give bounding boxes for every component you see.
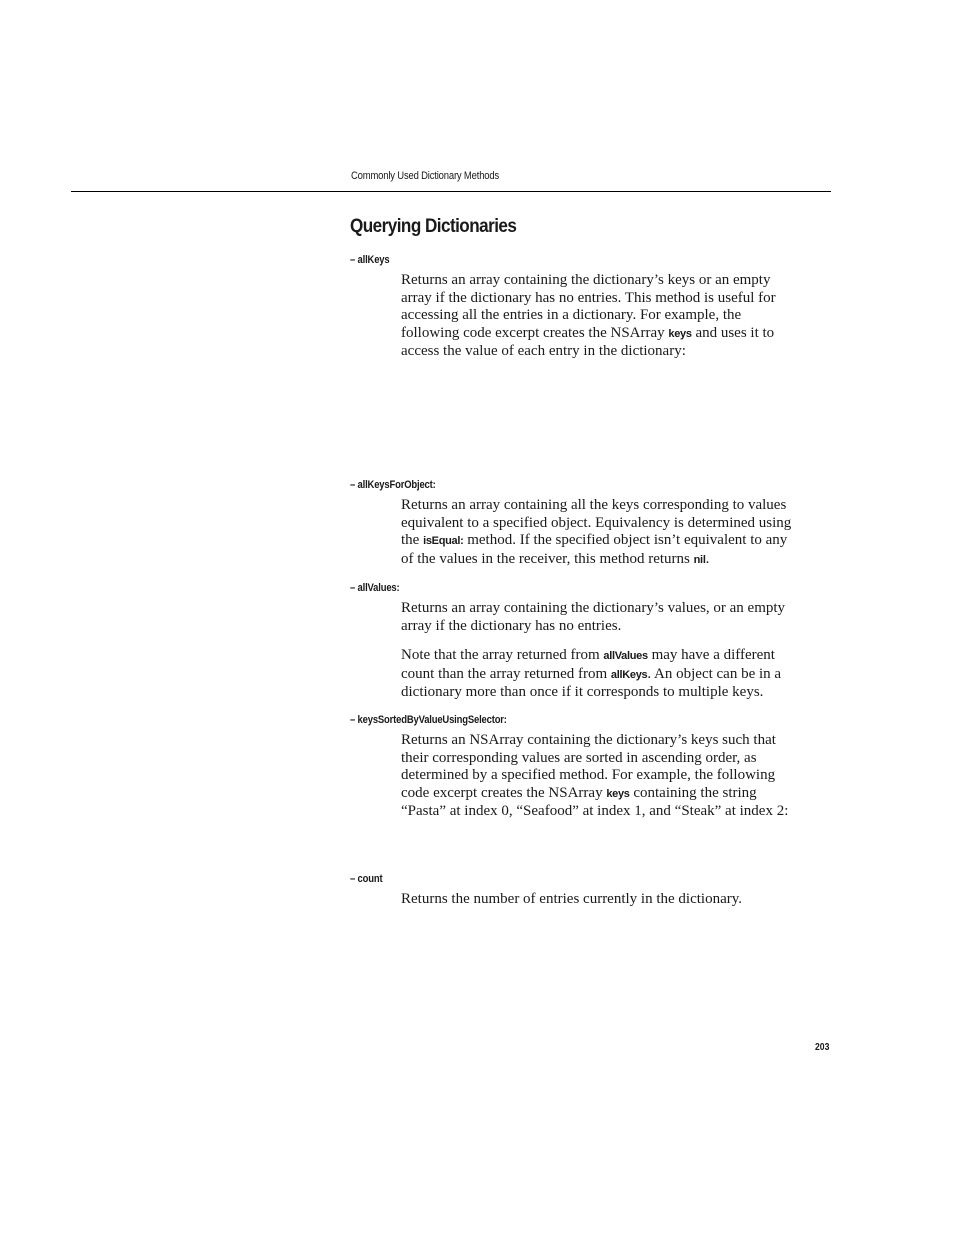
text-run: Returns an array containing all the keys corresponding to values equivalent to a specified object. Equivalency is determined using the	[401, 497, 792, 549]
code-term: keys	[668, 327, 692, 340]
running-header: Commonly Used Dictionary Methods	[351, 170, 500, 182]
text-run: . An object can be in a dictionary more than once if it corresponds to multiple keys.	[401, 665, 782, 701]
text-run: Returns an array containing the dictionary’s values, or an empty array if the dictionary has no entries.	[401, 600, 786, 634]
count-description	[401, 891, 803, 909]
text-run: containing the string “Pasta” at index 0, “Seafood” at index 1, and “Steak” at index 2:	[401, 784, 789, 820]
text-run: Returns an array containing the dictionary’s keys or an empty array if the dictionary has no entries. This method is useful for accessing all the entries in a dictionary. For example, the following code excerpt creates the NSArray	[401, 272, 776, 341]
keyssorted-description	[401, 732, 803, 821]
text-run: Returns the number of entries currently in the dictionary.	[401, 891, 743, 907]
method-signature-allkeysforobject: – allKeysForObject:	[350, 479, 436, 491]
header-rule	[71, 191, 831, 192]
method-signature-allkeys: – allKeys	[350, 254, 390, 266]
code-term: keys	[606, 787, 630, 800]
code-term: allKeys	[610, 668, 648, 681]
text-run: may have a different count than the array returned from	[401, 647, 775, 682]
method-signature-count: – count	[350, 873, 383, 885]
method-signature-allvalues: – allValues:	[350, 582, 400, 594]
allvalues-note	[401, 647, 803, 702]
allkeys-description	[401, 272, 803, 361]
text-run: Returns an NSArray containing the dictionary’s keys such that their corresponding values are sorted in ascending order, as determined by a specified method. For example, the following code excerpt creates the NSArray	[401, 732, 776, 801]
method-signature-keyssortedbyvalueusingselector: – keysSortedByValueUsingSelector:	[350, 714, 507, 726]
code-term: allValues	[603, 650, 648, 662]
allvalues-description	[401, 600, 803, 635]
text-run: method. If the specified object isn’t equivalent to any of the values in the receiver, this method returns	[401, 532, 788, 567]
text-run: and uses it to access the value of each entry in the dictionary:	[401, 324, 775, 360]
allkeysforobject-description	[401, 497, 803, 569]
code-term: nil	[693, 553, 706, 566]
text-run: Note that the array returned from	[401, 647, 604, 663]
code-term: isEqual:	[423, 535, 464, 548]
page-number: 203	[815, 1042, 830, 1053]
section-title: Querying Dictionaries	[350, 216, 517, 237]
text-run: .	[705, 550, 710, 567]
